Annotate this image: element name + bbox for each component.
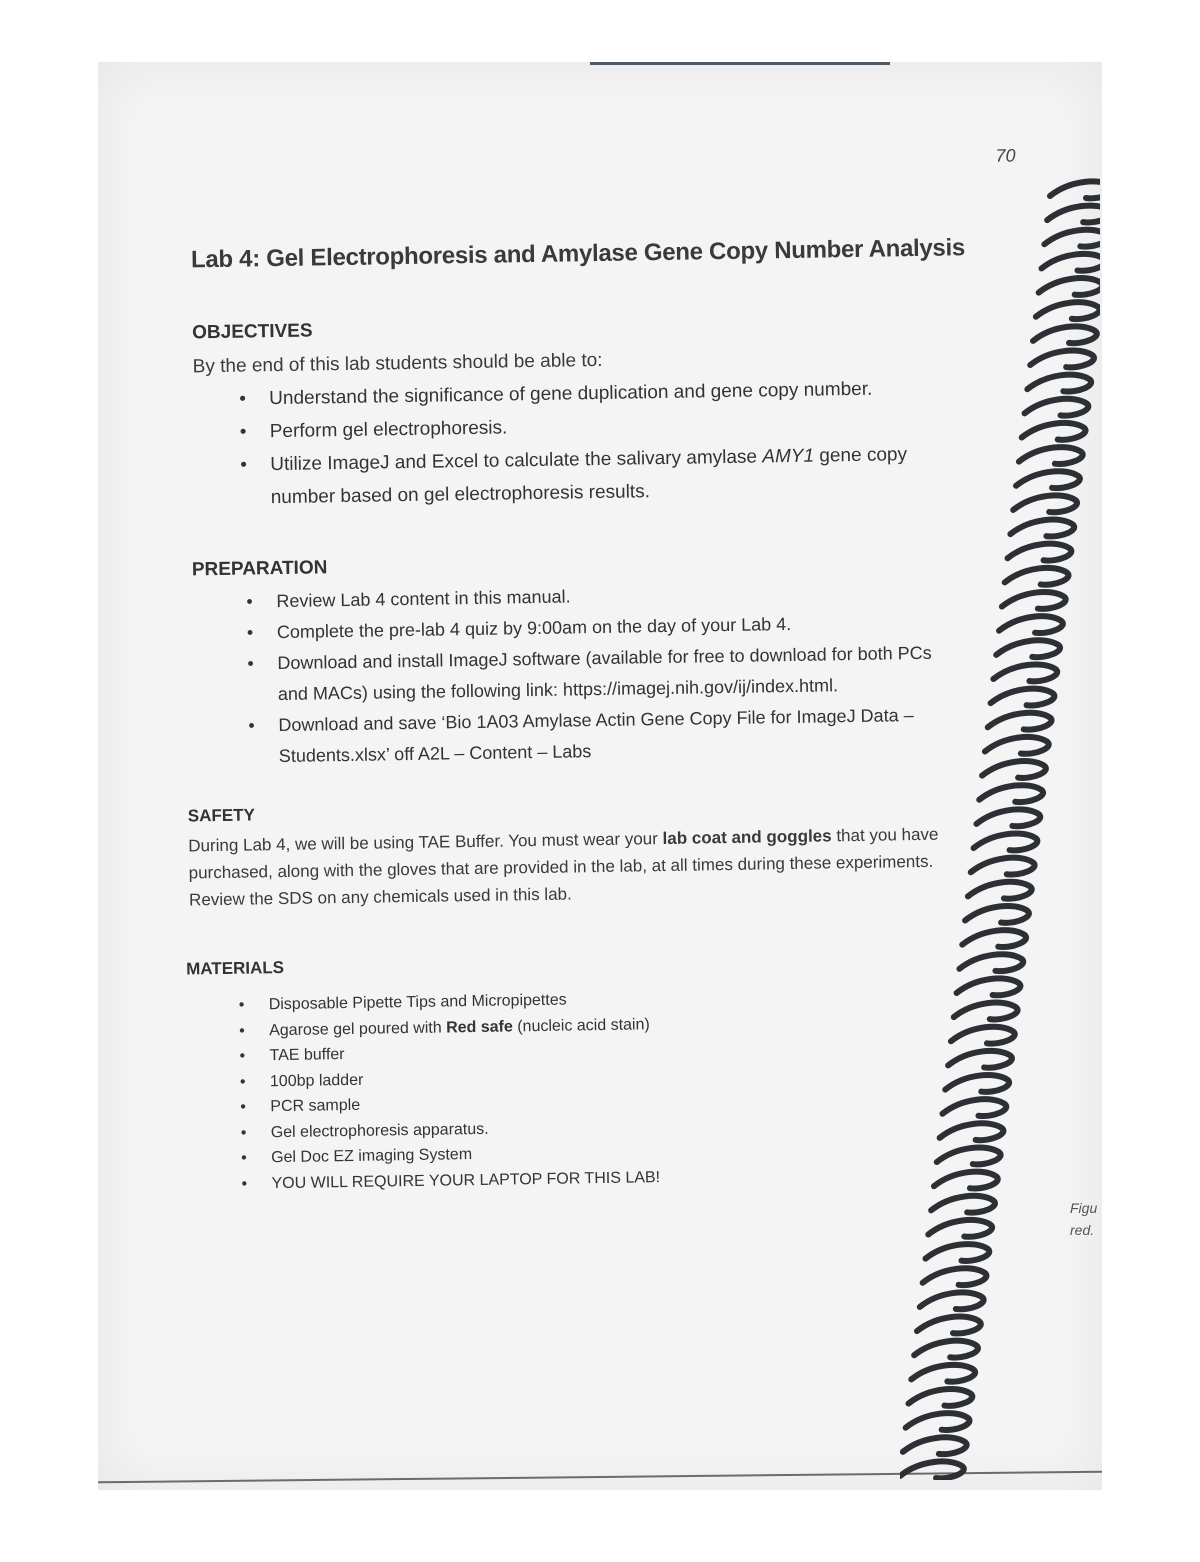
- safety-heading: SAFETY: [187, 805, 255, 826]
- list-item: • Agarose gel poured with Red safe (nucleic acid stain): [239, 1015, 650, 1040]
- spiral-coil: [1047, 206, 1100, 223]
- spiral-coil: [1019, 447, 1083, 464]
- spiral-coil: [925, 1244, 989, 1261]
- spiral-coil: [1022, 423, 1086, 440]
- spiral-coil: [974, 834, 1038, 851]
- spiral-coil: [903, 1437, 967, 1454]
- list-item: • Download and save ‘Bio 1A03 Amylase Actin Gene Copy File for ImageJ Data – Students.xlsx’ off A2L – Content – Labs: [248, 705, 914, 767]
- spiral-coil: [1050, 181, 1100, 198]
- spiral-coil: [988, 713, 1052, 730]
- spiral-coil: [999, 616, 1063, 633]
- page-title: Lab 4: Gel Electrophoresis and Amylase Gene Copy Number Analysis: [190, 234, 966, 274]
- objectives-heading: OBJECTIVES: [192, 320, 313, 344]
- materials-heading: MATERIALS: [186, 957, 285, 979]
- list-item: • TAE buffer: [239, 1046, 345, 1065]
- materials-list: [238, 982, 912, 1196]
- spiral-coil: [931, 1196, 995, 1213]
- spiral-coil: [937, 1147, 1001, 1164]
- spiral-coil: [945, 1075, 1009, 1092]
- spiral-coil: [934, 1172, 998, 1189]
- spiral-coil: [911, 1365, 975, 1382]
- spiral-coil: [985, 737, 1049, 754]
- spiral-coil: [940, 1123, 1004, 1140]
- safety-text: During Lab 4, we will be using TAE Buffer. You must wear your lab coat and goggles that you have purchased, along with the gloves that are provided in the lab, at all times during these experiments. Review the SDS on any chemicals used in this lab.: [188, 824, 939, 910]
- spiral-coil: [1010, 520, 1074, 537]
- spiral-coil: [962, 930, 1026, 947]
- objectives-intro: By the end of this lab students should be able to:: [192, 349, 603, 378]
- spiral-coil: [920, 1292, 984, 1309]
- spiral-coil: [976, 809, 1040, 826]
- spiral-coil: [1030, 350, 1094, 367]
- spiral-coil: [1005, 568, 1069, 585]
- list-item: • Utilize ImageJ and Excel to calculate the salivary amylase AMY1 gene copy number based on gel electrophoresis results.: [240, 444, 908, 509]
- spiral-coil: [979, 785, 1043, 802]
- list-item: • Complete the pre-lab 4 quiz by 9:00am on the day of your Lab 4.: [246, 613, 792, 643]
- spiral-coil: [1039, 278, 1100, 295]
- list-item: • 100bp ladder: [239, 1071, 364, 1091]
- list-item: • Gel Doc EZ imaging System: [241, 1146, 473, 1167]
- preparation-heading: PREPARATION: [191, 557, 328, 581]
- spiral-coil: [1027, 375, 1091, 392]
- spiral-binding: [900, 150, 1100, 1480]
- list-item: • Disposable Pipette Tips and Micropipettes: [238, 991, 567, 1014]
- spiral-coil: [1042, 254, 1100, 271]
- spiral-coil: [971, 858, 1035, 875]
- spiral-coil: [906, 1413, 970, 1430]
- spiral-coil: [982, 761, 1046, 778]
- spiral-coil: [942, 1099, 1006, 1116]
- spiral-coil: [1036, 302, 1100, 319]
- spiral-coil: [1044, 230, 1100, 247]
- spiral-coil: [957, 978, 1021, 995]
- list-item: • YOU WILL REQUIRE YOUR LAPTOP FOR THIS LAB!: [241, 1168, 661, 1193]
- list-item: • Review Lab 4 content in this manual.: [246, 586, 571, 612]
- list-item: • PCR sample: [240, 1096, 361, 1116]
- spiral-coil: [923, 1268, 987, 1285]
- spiral-coil: [968, 882, 1032, 899]
- next-page-fragment: red.: [1070, 1222, 1095, 1238]
- spiral-coil: [1016, 471, 1080, 488]
- spiral-coil: [1025, 399, 1089, 416]
- spiral-coil: [914, 1341, 978, 1358]
- next-page-fragment: Figu: [1070, 1200, 1098, 1216]
- spiral-coil: [954, 1003, 1018, 1020]
- spiral-coil: [1013, 495, 1077, 512]
- spiral-coil: [996, 640, 1060, 657]
- spiral-coil: [951, 1027, 1015, 1044]
- spiral-coil: [959, 954, 1023, 971]
- spiral-coil: [917, 1317, 981, 1334]
- list-item: • Gel electrophoresis apparatus.: [240, 1120, 489, 1142]
- spiral-coil: [965, 906, 1029, 923]
- spiral-coil: [1008, 544, 1072, 561]
- spiral-coil: [900, 1461, 964, 1478]
- list-item: • Perform gel electrophoresis.: [239, 417, 508, 443]
- spiral-coil: [991, 689, 1055, 706]
- spiral-coil: [908, 1389, 972, 1406]
- spiral-coil: [948, 1051, 1012, 1068]
- spiral-coil: [1033, 326, 1097, 343]
- page-number: 70: [995, 145, 1016, 166]
- preparation-list: [246, 575, 959, 772]
- list-item: • Understand the significance of gene duplication and gene copy number.: [239, 378, 873, 410]
- list-item: • Download and install ImageJ software (available for free to download for both PCs and MACs) using the following link: https://imagej.nih.gov/ij/index.html.: [247, 642, 932, 705]
- spiral-coil: [993, 664, 1057, 681]
- spiral-coil: [1002, 592, 1066, 609]
- objectives-list: [239, 371, 971, 514]
- spiral-coil: [928, 1220, 992, 1237]
